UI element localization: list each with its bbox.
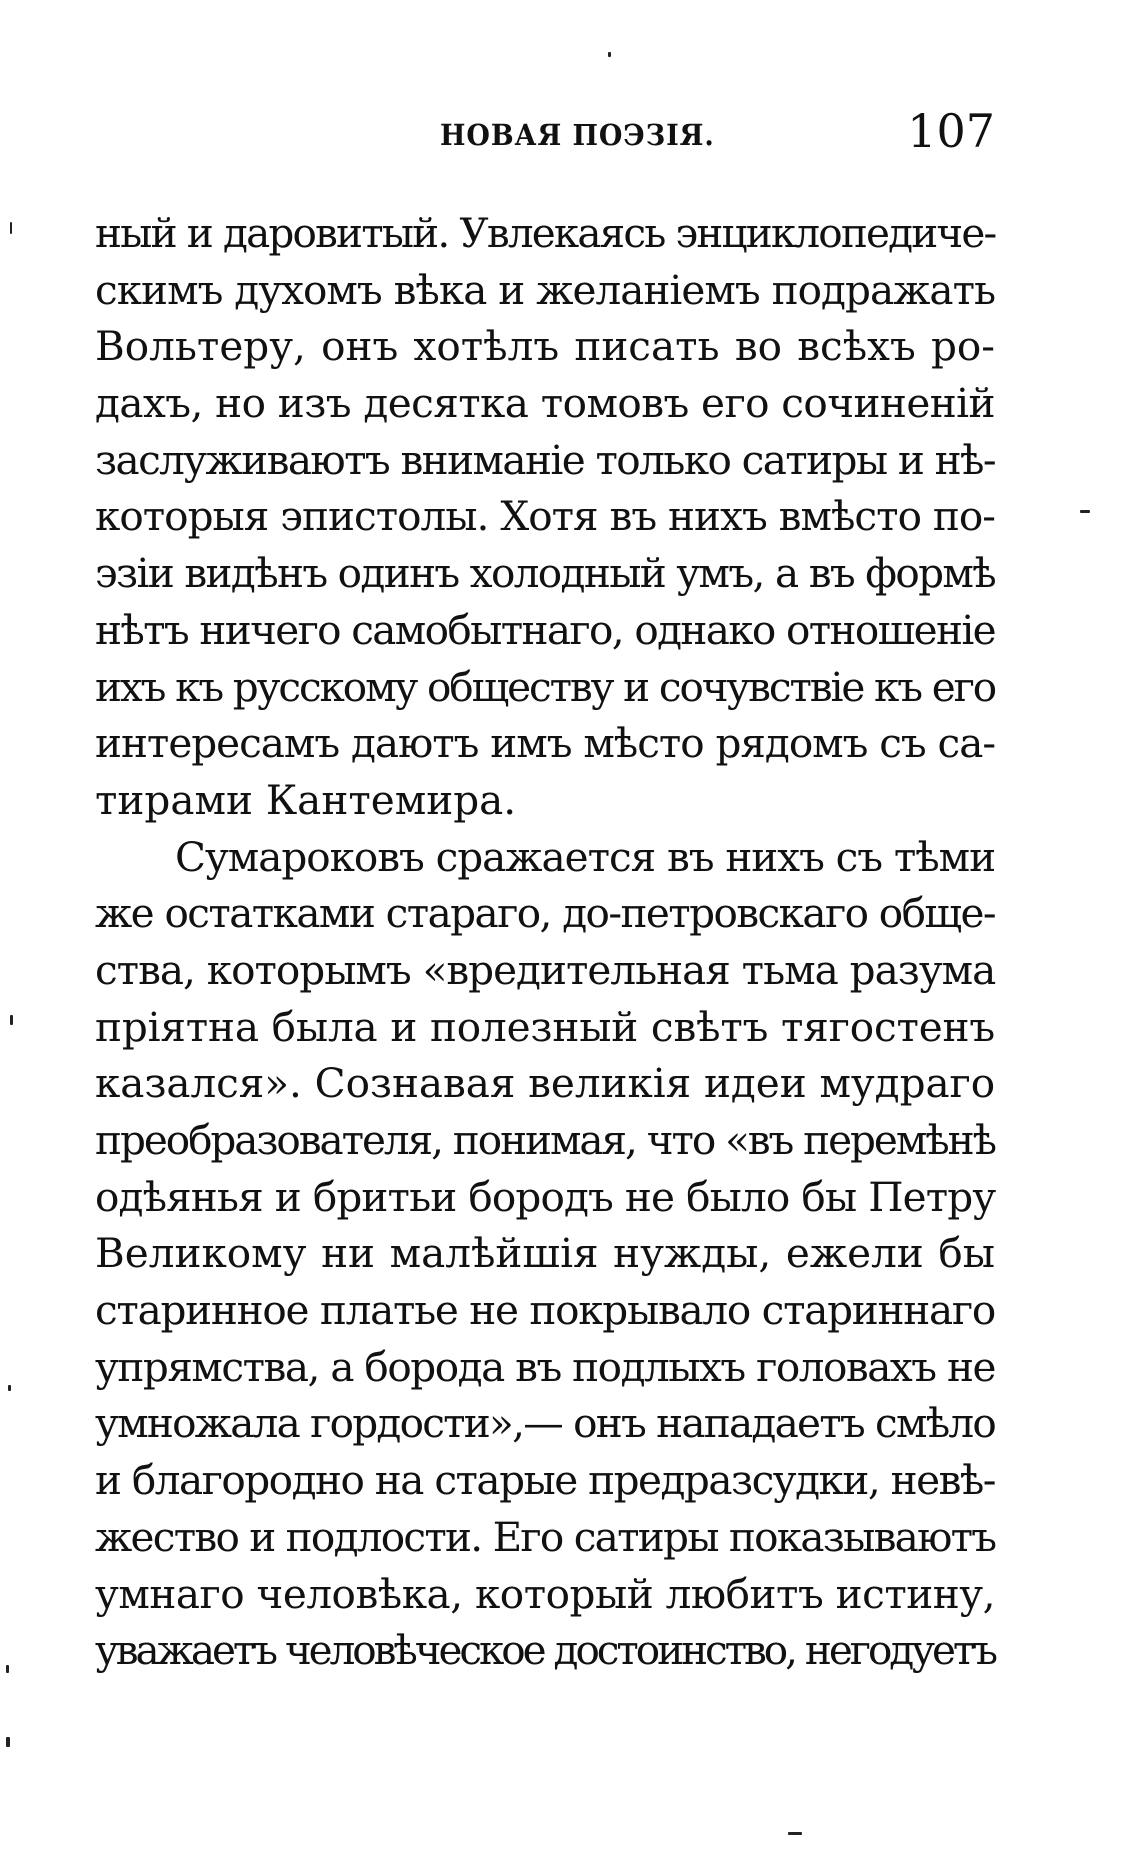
scan-speck <box>608 52 611 57</box>
text-line: пріятна была и полезный свѣтъ тягостенъ <box>95 1002 995 1051</box>
text-line: ный и даровитый. Увлекаясь энциклопедиче- <box>95 209 996 257</box>
text-line: жество и подлости. Его сатиры показываютъ <box>95 1512 996 1561</box>
text-line: ства, которымъ «вредительная тьма разума <box>95 945 996 994</box>
scan-speck <box>10 1015 13 1025</box>
text-line: заслуживаютъ вниманіе только сатиры и нѣ- <box>95 435 995 484</box>
text-line: одѣянья и бритьи бородъ не было бы Петру <box>95 1172 996 1221</box>
text-line: интересамъ даютъ имъ мѣсто рядомъ съ са- <box>95 719 995 768</box>
text-line: которыя эпистолы. Хотя въ нихъ вмѣсто по- <box>95 492 996 541</box>
text-line: Сумароковъ сражается въ нихъ съ тѣми <box>175 832 996 881</box>
text-line: скимъ духомъ вѣка и желаніемъ подражать <box>95 265 996 314</box>
scan-speck <box>1080 510 1090 513</box>
text-line: ихъ къ русскому обществу и сочувствіе къ его <box>95 662 995 711</box>
text-line: тирами Кантемира. <box>95 775 517 824</box>
scan-speck <box>10 222 12 234</box>
text-line: уважаетъ человѣческое достоинство, негодуетъ <box>95 1626 995 1675</box>
text-line: казался». Сознавая великія идеи мудраго <box>95 1059 996 1108</box>
text-line: дахъ, но изъ десятка томовъ его сочиненій <box>95 379 995 428</box>
running-head <box>95 104 995 164</box>
text-line: и благородно на старые предразсудки, невѣ- <box>95 1456 995 1505</box>
text-line: умножала гордости»,— онъ нападаетъ смѣло <box>95 1399 995 1448</box>
text-line: Вольтеру, онъ хотѣлъ писать во всѣхъ ро- <box>95 322 995 371</box>
scan-speck <box>8 1385 11 1391</box>
paragraph-1 <box>95 205 995 829</box>
text-line: нѣтъ ничего самобытнаго, однако отношеніе <box>95 605 995 654</box>
text-line: умнаго человѣка, который любитъ истину, <box>95 1569 995 1618</box>
text-line: эзіи видѣнъ одинъ холодный умъ, а въ формѣ <box>95 549 995 598</box>
page-number: 107 <box>907 104 995 158</box>
paragraph-2 <box>95 829 995 1679</box>
running-title: НОВАЯ ПОЭЗІЯ. <box>440 118 715 152</box>
body-text <box>95 205 995 1679</box>
text-line: же остатками стараго, до-петровскаго обще- <box>95 889 995 938</box>
text-line: преобразователя, понимая, что «въ перемѣнѣ <box>95 1116 995 1164</box>
text-line: упрямства, а борода въ подлыхъ головахъ не <box>95 1342 995 1391</box>
text-line: старинное платье не покрывало стариннаго <box>95 1286 996 1335</box>
scan-speck <box>6 1665 9 1673</box>
scan-speck <box>788 1832 802 1835</box>
text-line: Великому ни малѣйшія нужды, ежели бы <box>95 1229 995 1278</box>
scan-speck <box>6 1737 10 1747</box>
